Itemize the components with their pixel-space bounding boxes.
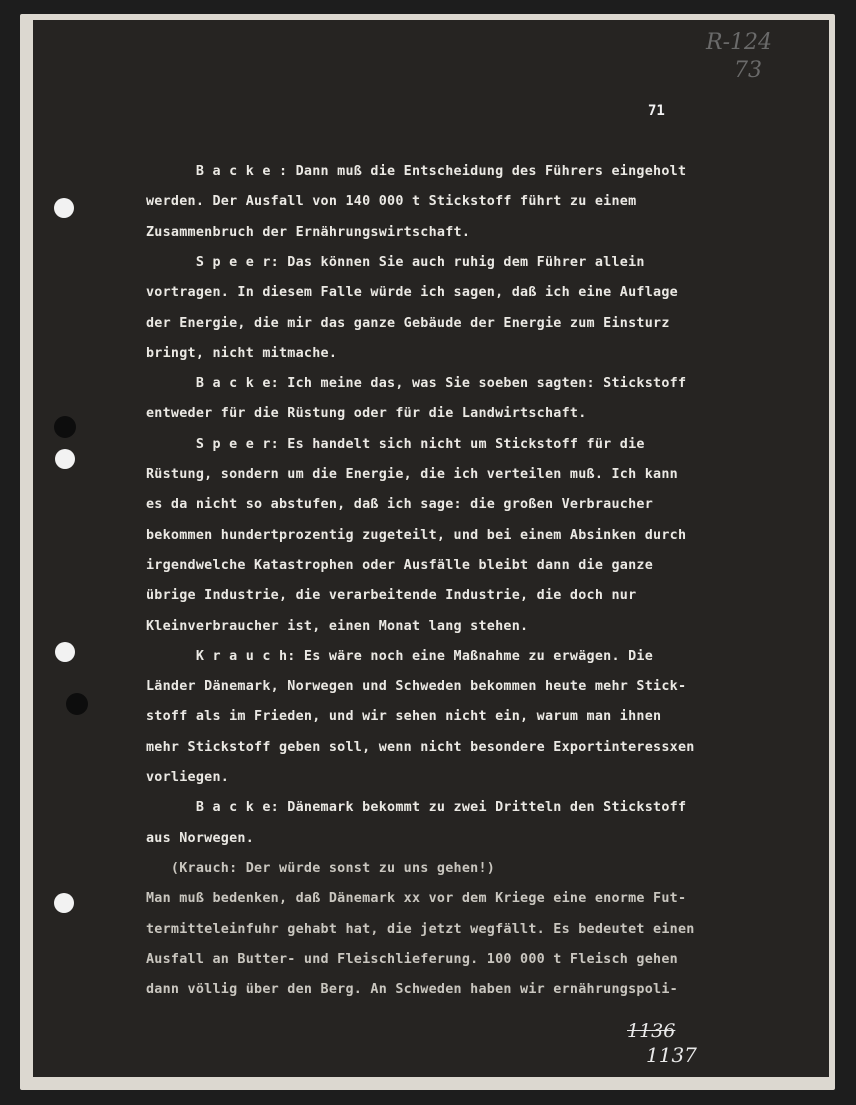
text-line: B a c k e: Dänemark bekommt zu zwei Dritteln den Stickstoff: [146, 800, 687, 816]
footer-number-handwritten: 1137: [646, 1043, 697, 1067]
text-line: bringt, nicht mitmache.: [146, 345, 338, 361]
text-line: Rüstung, sondern um die Energie, die ich verteilen muß. Ich kann: [146, 467, 678, 482]
text-line: irgendwelche Katastrophen oder Ausfälle bleibt dann die ganze: [146, 557, 654, 573]
footer-number-struck: 1136: [627, 1020, 676, 1042]
text-line: S p e e r: Es handelt sich nicht um Stickstoff für die: [146, 436, 645, 452]
text-line: (Krauch: Der würde sonst zu uns gehen!): [146, 860, 496, 876]
punch-hole: [55, 449, 75, 469]
punch-hole: [54, 198, 74, 218]
text-line: dann völlig über den Berg. An Schweden haben wir ernährungspoli-: [146, 982, 678, 998]
text-line: vorliegen.: [146, 770, 230, 785]
text-line: der Energie, die mir das ganze Gebäude der Energie zum Einsturz: [146, 315, 670, 331]
text-line: B a c k e: Ich meine das, was Sie soeben sagten: Stickstoff: [146, 376, 687, 392]
page-number: 71: [648, 103, 665, 119]
text-line: termitteleinfuhr gehabt hat, die jetzt wegfällt. Es bedeutet einen: [146, 921, 695, 937]
text-line: Man muß bedenken, daß Dänemark xx vor dem Kriege eine enorme Fut-: [146, 891, 687, 907]
text-line: Länder Dänemark, Norwegen und Schweden bekommen heute mehr Stick-: [146, 679, 687, 695]
text-line: aus Norwegen.: [146, 830, 255, 846]
text-line: B a c k e : Dann muß die Entscheidung des Führers eingeholt: [146, 164, 687, 179]
text-line: stoff als im Frieden, und wir sehen nicht ein, warum man ihnen: [146, 709, 662, 725]
text-line: werden. Der Ausfall von 140 000 t Stickstoff führt zu einem: [146, 194, 637, 210]
text-line: bekommen hundertprozentig zugeteilt, und bei einem Absinken durch: [146, 527, 687, 543]
text-line: S p e e r: Das können Sie auch ruhig dem Führer allein: [146, 254, 645, 270]
text-line: Zusammenbruch der Ernährungswirtschaft.: [146, 224, 471, 240]
punch-hole: [66, 693, 88, 715]
text-line: übrige Industrie, die verarbeitende Industrie, die doch nur: [146, 588, 637, 604]
text-line: mehr Stickstoff geben soll, wenn nicht besondere Exportinteressxen: [146, 739, 695, 755]
text-line: Kleinverbraucher ist, einen Monat lang stehen.: [146, 618, 529, 634]
archive-ref-bottom: 73: [734, 58, 762, 83]
text-line: vortragen. In diesem Falle würde ich sagen, daß ich eine Auflage: [146, 285, 678, 301]
punch-hole: [54, 416, 76, 438]
text-line: Ausfall an Butter- und Fleischlieferung. 100 000 t Fleisch gehen: [146, 951, 678, 967]
text-line: es da nicht so abstufen, daß ich sage: die großen Verbraucher: [146, 497, 654, 513]
text-line: K r a u c h: Es wäre noch eine Maßnahme zu erwägen. Die: [146, 648, 654, 664]
punch-hole: [54, 893, 74, 913]
text-line: entweder für die Rüstung oder für die Landwirtschaft.: [146, 406, 587, 422]
archive-ref-top: R-124: [706, 30, 772, 55]
punch-hole: [55, 642, 75, 662]
